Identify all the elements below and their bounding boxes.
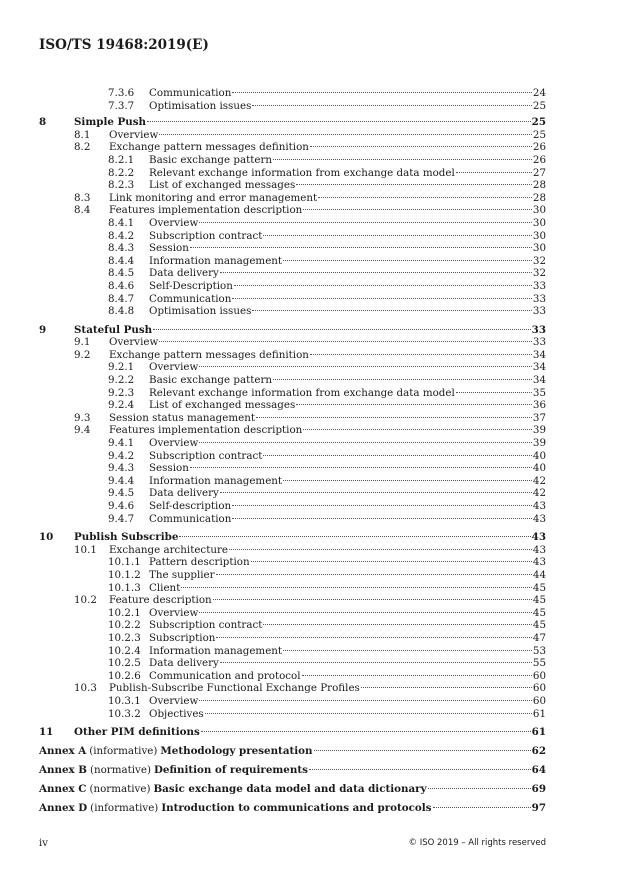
- toc-entry-page: 32: [532, 254, 546, 267]
- toc-dot-leader: [263, 235, 532, 236]
- toc-entry-title: Overview: [149, 361, 199, 374]
- toc-entry-number: 7.3.6: [108, 87, 135, 99]
- toc-entry-title: Information management: [149, 254, 283, 267]
- toc-dot-leader: [310, 354, 532, 355]
- toc-entry[interactable]: [39, 708, 546, 721]
- toc-dot-leader: [296, 184, 532, 185]
- toc-entry-title: Data delivery: [149, 657, 219, 670]
- toc-entry-page: 30: [532, 242, 546, 255]
- toc-entry-number: 9.2.4: [108, 399, 135, 412]
- toc-entry-number: 8.2.3: [108, 179, 135, 192]
- toc-entry-number: 9.4.3: [108, 462, 135, 475]
- toc-entry-title: Communication and protocol: [149, 669, 301, 682]
- toc-entry-number: 9.4.2: [108, 449, 135, 462]
- toc-dot-leader: [232, 92, 532, 93]
- toc-entry-title: List of exchanged messages: [149, 399, 296, 412]
- toc-entry-title: Information management: [149, 474, 283, 487]
- toc-entry[interactable]: [39, 556, 546, 569]
- toc-entry-number: 9.3: [74, 411, 91, 424]
- toc-dot-leader: [310, 146, 532, 147]
- toc-annex-entry[interactable]: [39, 764, 546, 777]
- toc-entry-number: 10.3.1: [108, 694, 141, 707]
- toc-entry-page: 36: [532, 399, 546, 412]
- toc-entry[interactable]: [39, 619, 546, 632]
- toc-entry-page: 43: [532, 543, 546, 556]
- toc-entry-page: 43: [532, 512, 546, 525]
- toc-entry-page: 25: [532, 128, 546, 141]
- toc-dot-leader: [433, 807, 531, 808]
- toc-annex-entry[interactable]: [39, 745, 546, 758]
- toc-dot-leader: [318, 197, 532, 198]
- toc-entry[interactable]: [39, 726, 546, 739]
- toc-dot-leader: [273, 379, 532, 380]
- toc-dot-leader: [216, 637, 531, 638]
- toc-entry[interactable]: [39, 399, 546, 412]
- toc-dot-leader: [216, 574, 532, 575]
- toc-dot-leader: [456, 392, 532, 393]
- annex-kind: (normative): [89, 763, 151, 776]
- toc-dot-leader: [428, 788, 531, 789]
- annex-kind: (informative): [89, 744, 158, 757]
- toc-entry-title: Features implementation description: [109, 204, 303, 217]
- toc-entry-number: 11: [39, 726, 54, 739]
- toc-entry-page: 47: [532, 631, 546, 644]
- toc-entry-page: 39: [532, 437, 546, 450]
- toc-dot-leader: [205, 713, 532, 714]
- toc-entry[interactable]: [39, 230, 546, 243]
- toc-entry-page: 28: [532, 179, 546, 192]
- toc-entry-page: 30: [532, 204, 546, 217]
- toc-entry[interactable]: [39, 361, 546, 374]
- toc-entry-title: Exchange pattern messages definition: [109, 348, 309, 361]
- toc-entry[interactable]: [39, 141, 546, 154]
- toc-entry-page: 40: [532, 449, 546, 462]
- toc-entry-number: 8.4.2: [108, 229, 135, 242]
- toc-entry-page: 60: [532, 682, 546, 695]
- annex-title: Methodology presentation: [160, 744, 313, 757]
- toc-entry[interactable]: [39, 569, 546, 582]
- toc-dot-leader: [199, 612, 532, 613]
- toc-entry[interactable]: [39, 607, 546, 620]
- toc-entry[interactable]: [39, 87, 546, 100]
- toc-entry[interactable]: [39, 594, 546, 607]
- toc-entry-page: 53: [532, 644, 546, 657]
- toc-entry-title: Exchange architecture: [109, 543, 228, 556]
- toc-entry-page: 43: [532, 500, 546, 512]
- toc-entry[interactable]: [39, 167, 546, 180]
- toc-entry-number: 8.2.2: [108, 166, 135, 179]
- toc-entry-title: Self-description: [149, 500, 232, 512]
- toc-entry-title: Pattern description: [149, 556, 250, 569]
- toc-entry-number: 8.4.3: [108, 242, 135, 255]
- toc-dot-leader: [181, 587, 532, 588]
- toc-entry[interactable]: [39, 116, 546, 129]
- toc-entry[interactable]: [39, 255, 546, 268]
- toc-entry-title: Data delivery: [149, 487, 219, 500]
- toc-entry[interactable]: [39, 695, 546, 708]
- toc-entry-number: 10.2.1: [108, 606, 141, 619]
- toc-dot-leader: [283, 260, 532, 261]
- toc-dot-leader: [220, 492, 532, 493]
- toc-dot-leader: [314, 750, 531, 751]
- toc-entry-page: 40: [532, 462, 546, 475]
- toc-annex-entry[interactable]: [39, 783, 546, 796]
- toc-entry-title: Basic exchange pattern: [149, 374, 273, 387]
- table-of-contents: [39, 87, 546, 815]
- toc-dot-leader: [232, 298, 532, 299]
- toc-entry-page: 34: [532, 361, 546, 374]
- toc-entry-title: Simple Push: [74, 116, 147, 129]
- toc-entry[interactable]: [39, 544, 546, 557]
- toc-dot-leader: [159, 134, 532, 135]
- toc-dot-leader: [252, 105, 532, 106]
- toc-entry-number: 10.2.2: [108, 619, 141, 632]
- toc-dot-leader: [199, 442, 532, 443]
- toc-entry-page: 42: [532, 474, 546, 487]
- toc-entry-page: 55: [532, 657, 546, 670]
- toc-entry-title: Subscription contract: [149, 449, 263, 462]
- toc-entry-title: Session: [149, 242, 189, 255]
- toc-entry-page: 44: [532, 568, 546, 581]
- toc-dot-leader: [229, 549, 532, 550]
- toc-dot-leader: [190, 467, 532, 468]
- toc-entry[interactable]: [39, 487, 546, 500]
- toc-entry-number: 9.4.4: [108, 474, 135, 487]
- toc-entry-number: 8: [39, 116, 47, 129]
- toc-entry-page: 33: [532, 279, 546, 292]
- toc-entry[interactable]: [39, 531, 546, 544]
- toc-entry[interactable]: [39, 424, 546, 437]
- toc-entry-page: 24: [532, 87, 546, 99]
- toc-entry-number: 9.4.6: [108, 500, 135, 512]
- toc-entry[interactable]: [39, 582, 546, 595]
- toc-entry-title: Communication: [149, 87, 232, 99]
- toc-dot-leader: [234, 285, 532, 286]
- toc-entry-number: 10.2.4: [108, 644, 141, 657]
- toc-dot-leader: [303, 429, 532, 430]
- toc-entry-title: Features implementation description: [109, 424, 303, 437]
- toc-entry-title: Client: [149, 581, 181, 594]
- toc-entry-page: 39: [532, 424, 546, 437]
- annex-label: Annex D: [39, 801, 88, 814]
- toc-entry-number: 10.1: [74, 543, 97, 556]
- toc-dot-leader: [361, 687, 532, 688]
- toc-entry-title: Session status management: [109, 411, 255, 424]
- toc-dot-leader: [159, 341, 532, 342]
- toc-entry-number: 10.2.3: [108, 631, 141, 644]
- annex-page: 69: [531, 782, 546, 795]
- toc-dot-leader: [213, 599, 532, 600]
- toc-entry-number: 10.2.6: [108, 669, 141, 682]
- toc-entry-page: 34: [532, 348, 546, 361]
- toc-entry-number: 8.4.1: [108, 216, 135, 229]
- toc-entry-number: 10.3.2: [108, 707, 141, 720]
- toc-entry-page: 60: [532, 694, 546, 707]
- toc-dot-leader: [283, 650, 532, 651]
- annex-label: Annex A: [39, 744, 87, 757]
- toc-entry-title: Relevant exchange information from exchange data model: [149, 386, 455, 399]
- annex-kind: (informative): [90, 801, 159, 814]
- toc-entry-number: 10.1.3: [108, 581, 141, 594]
- toc-entry-page: 33: [532, 336, 546, 349]
- toc-dot-leader: [256, 417, 532, 418]
- toc-entry-number: 10.2.5: [108, 657, 141, 670]
- toc-entry-page: 26: [532, 141, 546, 154]
- toc-entry-page: 30: [532, 216, 546, 229]
- toc-entry-number: 8.4.4: [108, 254, 135, 267]
- toc-entry-title: Other PIM definitions: [74, 726, 200, 739]
- toc-dot-leader: [232, 518, 532, 519]
- toc-entry-page: 45: [532, 619, 546, 632]
- toc-entry-title: Relevant exchange information from exchange data model: [149, 166, 455, 179]
- toc-entry[interactable]: [39, 204, 546, 217]
- toc-entry-page: 28: [532, 191, 546, 204]
- toc-entry[interactable]: [39, 657, 546, 670]
- toc-entry[interactable]: [39, 682, 546, 695]
- annex-label: Annex B: [39, 763, 87, 776]
- toc-entry-page: 61: [532, 707, 546, 720]
- toc-entry-title: Communication: [149, 512, 232, 525]
- toc-entry-number: 8.4.6: [108, 279, 135, 292]
- toc-entry-number: 9.2.1: [108, 361, 135, 374]
- toc-entry-title: Publish-Subscribe Functional Exchange Profiles: [109, 682, 360, 695]
- toc-annex-entry[interactable]: [39, 802, 546, 815]
- toc-entry-number: 9.1: [74, 336, 91, 349]
- toc-entry-title: Overview: [149, 437, 199, 450]
- toc-dot-leader: [456, 172, 532, 173]
- toc-entry-page: 43: [531, 531, 546, 544]
- page-number: iv: [39, 838, 48, 849]
- toc-entry-title: List of exchanged messages: [149, 179, 296, 192]
- toc-entry[interactable]: [39, 475, 546, 488]
- toc-entry[interactable]: [39, 500, 546, 513]
- toc-entry[interactable]: [39, 645, 546, 658]
- toc-entry[interactable]: [39, 632, 546, 645]
- toc-entry-title: Subscription: [149, 631, 216, 644]
- toc-dot-leader: [283, 480, 532, 481]
- toc-entry[interactable]: [39, 437, 546, 450]
- toc-entry-title: Overview: [109, 128, 159, 141]
- toc-entry-number: 10.3: [74, 682, 97, 695]
- toc-entry-title: Subscription contract: [149, 619, 263, 632]
- toc-entry[interactable]: [39, 336, 546, 349]
- toc-dot-leader: [263, 624, 532, 625]
- toc-entry-page: 35: [532, 386, 546, 399]
- toc-entry[interactable]: [39, 324, 546, 337]
- annex-title: Definition of requirements: [154, 763, 308, 776]
- toc-dot-leader: [153, 329, 531, 330]
- toc-dot-leader: [309, 769, 531, 770]
- toc-entry[interactable]: [39, 305, 546, 318]
- toc-dot-leader: [199, 222, 532, 223]
- toc-entry-number: 8.1: [74, 128, 91, 141]
- toc-entry[interactable]: [39, 267, 546, 280]
- toc-entry-page: 30: [532, 229, 546, 242]
- toc-entry[interactable]: [39, 349, 546, 362]
- toc-entry-page: 33: [532, 292, 546, 305]
- toc-entry-title: Session: [149, 462, 189, 475]
- toc-entry-page: 32: [532, 267, 546, 280]
- toc-entry-page: 33: [531, 323, 546, 336]
- toc-entry-title: Objectives: [149, 707, 204, 720]
- toc-entry[interactable]: [39, 129, 546, 142]
- toc-entry[interactable]: [39, 242, 546, 255]
- toc-entry-number: 10: [39, 531, 54, 544]
- toc-entry-number: 9.4.1: [108, 437, 135, 450]
- annex-kind: (normative): [89, 782, 151, 795]
- toc-entry-page: 42: [532, 487, 546, 500]
- toc-entry-title: Optimisation issues: [149, 99, 252, 112]
- toc-entry-page: 33: [532, 305, 546, 318]
- toc-dot-leader: [179, 536, 530, 537]
- toc-dot-leader: [220, 662, 532, 663]
- toc-entry-number: 10.1.1: [108, 556, 141, 569]
- toc-entry-title: Data delivery: [149, 267, 219, 280]
- document-id-header: ISO/TS 19468:2019(E): [39, 37, 209, 53]
- toc-entry-number: 8.4.8: [108, 305, 135, 318]
- toc-entry[interactable]: [39, 450, 546, 463]
- toc-entry[interactable]: [39, 670, 546, 683]
- toc-entry-title: Overview: [149, 606, 199, 619]
- toc-entry-title: Overview: [109, 336, 159, 349]
- toc-entry-number: 8.4.7: [108, 292, 135, 305]
- toc-entry-title: Publish Subscribe: [74, 531, 179, 544]
- toc-entry-title: Overview: [149, 216, 199, 229]
- toc-entry[interactable]: [39, 412, 546, 425]
- toc-dot-leader: [273, 159, 532, 160]
- toc-entry-number: 9.4.5: [108, 487, 135, 500]
- toc-entry[interactable]: [39, 154, 546, 167]
- toc-entry-page: 27: [532, 166, 546, 179]
- toc-entry-page: 45: [532, 606, 546, 619]
- toc-entry-page: 37: [532, 411, 546, 424]
- toc-entry[interactable]: [39, 280, 546, 293]
- annex-title: Introduction to communications and protocols: [161, 801, 432, 814]
- toc-entry-number: 8.4.5: [108, 267, 135, 280]
- toc-entry-page: 43: [532, 556, 546, 569]
- toc-dot-leader: [232, 505, 532, 506]
- toc-entry-number: 9.2: [74, 348, 91, 361]
- annex-page: 62: [531, 744, 546, 757]
- toc-entry-title: Feature description: [109, 594, 212, 607]
- toc-entry-title: Subscription contract: [149, 229, 263, 242]
- toc-entry-number: 9.2.2: [108, 374, 135, 387]
- toc-entry-number: 8.3: [74, 191, 91, 204]
- toc-entry-page: 45: [532, 594, 546, 607]
- toc-dot-leader: [190, 247, 532, 248]
- toc-entry[interactable]: [39, 192, 546, 205]
- toc-entry-title: Basic exchange pattern: [149, 153, 273, 166]
- toc-entry-page: 61: [531, 726, 546, 739]
- toc-entry-title: Optimisation issues: [149, 305, 252, 318]
- toc-dot-leader: [147, 121, 531, 122]
- annex-page: 97: [531, 801, 546, 814]
- toc-entry-number: 7.3.7: [108, 99, 135, 112]
- toc-entry-page: 60: [532, 669, 546, 682]
- toc-dot-leader: [251, 561, 532, 562]
- toc-entry[interactable]: [39, 293, 546, 306]
- toc-entry-title: Information management: [149, 644, 283, 657]
- toc-dot-leader: [303, 209, 532, 210]
- toc-entry-number: 9.4: [74, 424, 91, 437]
- toc-entry[interactable]: [39, 100, 546, 113]
- toc-entry-number: 8.2.1: [108, 153, 135, 166]
- toc-entry[interactable]: [39, 513, 546, 526]
- toc-entry[interactable]: [39, 387, 546, 400]
- toc-entry-page: 26: [532, 153, 546, 166]
- toc-entry-page: 25: [531, 116, 546, 129]
- annex-page: 64: [531, 763, 546, 776]
- toc-entry-number: 10.1.2: [108, 568, 141, 581]
- toc-entry-title: The supplier: [149, 568, 215, 581]
- toc-entry[interactable]: [39, 179, 546, 192]
- toc-dot-leader: [220, 272, 532, 273]
- toc-entry-title: Stateful Push: [74, 323, 153, 336]
- toc-entry-title: Self-Description: [149, 279, 233, 292]
- toc-dot-leader: [201, 731, 531, 732]
- toc-entry-title: Exchange pattern messages definition: [109, 141, 309, 154]
- toc-entry-number: 9.4.7: [108, 512, 135, 525]
- toc-entry-number: 9: [39, 323, 47, 336]
- toc-dot-leader: [263, 455, 532, 456]
- toc-entry-page: 25: [532, 99, 546, 112]
- toc-dot-leader: [252, 310, 532, 311]
- annex-label: Annex C: [39, 782, 87, 795]
- toc-entry-number: 8.4: [74, 204, 91, 217]
- toc-entry-page: 34: [532, 374, 546, 387]
- toc-dot-leader: [199, 700, 532, 701]
- toc-entry-title: Communication: [149, 292, 232, 305]
- toc-entry[interactable]: [39, 462, 546, 475]
- annex-title: Basic exchange data model and data dictionary: [153, 782, 427, 795]
- toc-dot-leader: [296, 404, 532, 405]
- toc-entry[interactable]: [39, 374, 546, 387]
- toc-dot-leader: [199, 366, 532, 367]
- toc-entry-title: Link monitoring and error management: [109, 191, 318, 204]
- toc-entry-page: 45: [532, 581, 546, 594]
- toc-dot-leader: [302, 675, 532, 676]
- toc-entry-number: 10.2: [74, 594, 97, 607]
- copyright-notice: © ISO 2019 – All rights reserved: [408, 838, 546, 848]
- toc-entry-number: 9.2.3: [108, 386, 135, 399]
- toc-entry[interactable]: [39, 217, 546, 230]
- toc-entry-title: Overview: [149, 694, 199, 707]
- toc-entry-number: 8.2: [74, 141, 91, 154]
